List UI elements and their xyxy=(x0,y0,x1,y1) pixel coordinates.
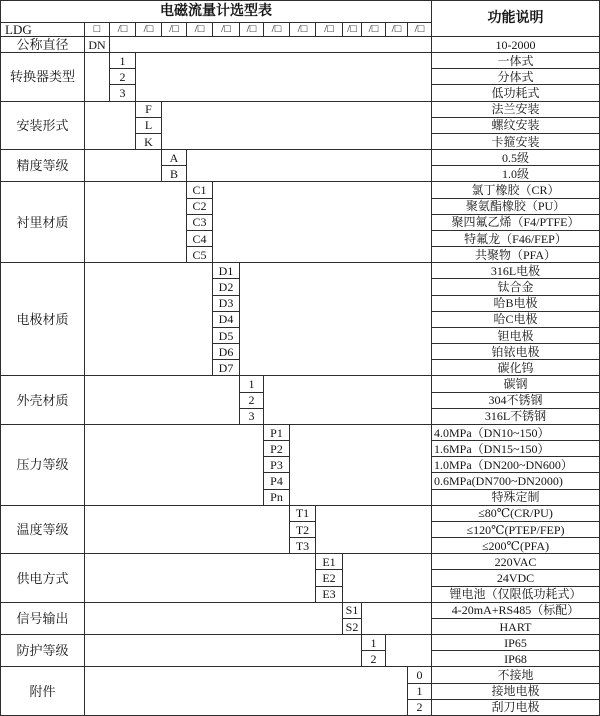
code-cell: D4 xyxy=(213,312,240,328)
code-cell: 3 xyxy=(240,409,264,425)
code-cell: D5 xyxy=(213,328,240,344)
code-cell: P1 xyxy=(264,425,290,441)
desc-cell: 1.0MPa（DN200~DN600） xyxy=(432,457,600,473)
code-cell: C4 xyxy=(187,231,213,247)
desc-cell: 低功耗式 xyxy=(432,85,600,101)
code-cell: S2 xyxy=(343,619,362,635)
desc-cell: 刮刀电极 xyxy=(432,700,600,716)
table-title: 电磁流量计选型表 xyxy=(1,1,432,23)
desc-cell: 碳化钨 xyxy=(432,360,600,376)
desc-cell: 0.5级 xyxy=(432,150,600,166)
spacer-right xyxy=(316,506,432,555)
spacer-left xyxy=(85,635,362,667)
spacer-right xyxy=(240,263,432,376)
desc-cell: 4.0MPa（DN10~150） xyxy=(432,425,600,441)
spacer-left xyxy=(85,506,290,555)
function-description-header: 功能说明 xyxy=(432,1,600,37)
desc-cell: 特殊定制 xyxy=(432,490,600,506)
desc-cell: 螺纹安装 xyxy=(432,118,600,134)
desc-cell: 碳钢 xyxy=(432,376,600,392)
spacer-left xyxy=(85,425,264,506)
code-cell: 2 xyxy=(408,700,432,716)
code-cell: T2 xyxy=(290,522,316,538)
group-label: 压力等级 xyxy=(1,425,85,506)
group-label: 外壳材质 xyxy=(1,376,85,425)
code-cell: 3 xyxy=(110,85,136,101)
desc-cell: HART xyxy=(432,619,600,635)
code-cell: B xyxy=(162,166,187,182)
spacer-left xyxy=(85,667,408,716)
code-cell: 2 xyxy=(110,69,136,85)
desc-cell: 法兰安装 xyxy=(432,102,600,118)
desc-cell: 聚氨酯橡胶（PU） xyxy=(432,199,600,215)
spacer-left xyxy=(85,53,110,102)
model-slash-box-cell: /□ xyxy=(264,23,290,37)
spacer-right xyxy=(386,635,432,667)
code-cell: L xyxy=(136,118,162,134)
desc-cell: 1.6MPa（DN15~150） xyxy=(432,441,600,457)
group-label: 信号输出 xyxy=(1,603,85,635)
model-slash-box-cell: /□ xyxy=(343,23,362,37)
model-slash-box-cell: /□ xyxy=(110,23,136,37)
code-cell: P3 xyxy=(264,457,290,473)
code-cell: T1 xyxy=(290,506,316,522)
desc-cell: ≤120℃(PTEP/FEP) xyxy=(432,522,600,538)
desc-cell: 316L电极 xyxy=(432,263,600,279)
desc-cell: 锂电池（仅限低功耗式） xyxy=(432,587,600,603)
code-cell: D1 xyxy=(213,263,240,279)
code-cell: D6 xyxy=(213,344,240,360)
code-cell: 1 xyxy=(408,684,432,700)
spacer-right xyxy=(110,37,432,53)
desc-cell: 哈B电极 xyxy=(432,296,600,312)
code-cell: F xyxy=(136,102,162,118)
desc-cell: IP68 xyxy=(432,651,600,667)
group-label: 供电方式 xyxy=(1,554,85,603)
model-prefix: LDG xyxy=(1,23,85,37)
spacer-right xyxy=(136,53,432,102)
desc-cell: 220VAC xyxy=(432,554,600,570)
spacer-right xyxy=(343,554,432,603)
group-label: 防护等级 xyxy=(1,635,85,667)
desc-cell: 氯丁橡胶（CR） xyxy=(432,182,600,198)
spacer-right xyxy=(187,150,432,182)
spacer-right xyxy=(162,102,432,151)
code-cell: S1 xyxy=(343,603,362,619)
code-cell: 1 xyxy=(110,53,136,69)
desc-cell: 铂铱电极 xyxy=(432,344,600,360)
desc-cell: 10-2000 xyxy=(432,37,600,53)
group-label: 温度等级 xyxy=(1,506,85,555)
desc-cell: IP65 xyxy=(432,635,600,651)
model-slash-box-cell: /□ xyxy=(136,23,162,37)
model-slash-box-cell: /□ xyxy=(408,23,432,37)
spacer-left xyxy=(85,150,162,182)
code-cell: DN xyxy=(85,37,110,53)
spacer-right xyxy=(264,376,432,425)
desc-cell: 卡箍安装 xyxy=(432,134,600,150)
spacer-left xyxy=(85,263,213,376)
code-cell: C1 xyxy=(187,182,213,198)
spacer-left xyxy=(85,554,316,603)
desc-cell: ≤80℃(CR/PU) xyxy=(432,506,600,522)
desc-cell: ≤200℃(PFA) xyxy=(432,538,600,554)
group-label: 衬里材质 xyxy=(1,182,85,263)
model-slash-box-cell: /□ xyxy=(386,23,408,37)
group-label: 安装形式 xyxy=(1,102,85,151)
model-slash-box-cell: /□ xyxy=(187,23,213,37)
model-slash-box-cell: /□ xyxy=(316,23,343,37)
model-slash-box-cell: /□ xyxy=(362,23,386,37)
code-cell: Pn xyxy=(264,490,290,506)
code-cell: D2 xyxy=(213,279,240,295)
code-cell: 2 xyxy=(362,651,386,667)
desc-cell: 316L不锈钢 xyxy=(432,409,600,425)
code-cell: E2 xyxy=(316,570,343,586)
desc-cell: 共聚物（PFA） xyxy=(432,247,600,263)
model-slash-box-cell: /□ xyxy=(213,23,240,37)
desc-cell: 0.6MPa(DN700~DN2000) xyxy=(432,473,600,489)
desc-cell: 1.0级 xyxy=(432,166,600,182)
desc-cell: 特氟龙（F46/FEP） xyxy=(432,231,600,247)
spacer-right xyxy=(213,182,432,263)
code-cell: 1 xyxy=(240,376,264,392)
desc-cell: 钛合金 xyxy=(432,279,600,295)
desc-cell: 聚四氟乙烯（F4/PTFE） xyxy=(432,215,600,231)
group-label: 附件 xyxy=(1,667,85,716)
code-cell: P4 xyxy=(264,473,290,489)
code-cell: T3 xyxy=(290,538,316,554)
desc-cell: 24VDC xyxy=(432,570,600,586)
code-cell: 0 xyxy=(408,667,432,683)
model-slash-box-cell: /□ xyxy=(240,23,264,37)
desc-cell: 4-20mA+RS485（标配） xyxy=(432,603,600,619)
group-label: 转换器类型 xyxy=(1,53,85,102)
spacer-left xyxy=(85,182,187,263)
model-slash-box-cell: /□ xyxy=(290,23,316,37)
code-cell: C3 xyxy=(187,215,213,231)
desc-cell: 钽电极 xyxy=(432,328,600,344)
group-label: 精度等级 xyxy=(1,150,85,182)
code-cell: E3 xyxy=(316,587,343,603)
model-box-cell: □ xyxy=(85,23,110,37)
code-cell: E1 xyxy=(316,554,343,570)
code-cell: K xyxy=(136,134,162,150)
code-cell: D3 xyxy=(213,296,240,312)
desc-cell: 分体式 xyxy=(432,69,600,85)
desc-cell: 304不锈钢 xyxy=(432,393,600,409)
desc-cell: 不接地 xyxy=(432,667,600,683)
desc-cell: 一体式 xyxy=(432,53,600,69)
spacer-left xyxy=(85,376,240,425)
group-label: 公称直径 xyxy=(1,37,85,53)
code-cell: A xyxy=(162,150,187,166)
spacer-right xyxy=(290,425,432,506)
desc-cell: 接地电极 xyxy=(432,684,600,700)
code-cell: 1 xyxy=(362,635,386,651)
code-cell: C5 xyxy=(187,247,213,263)
group-label: 电极材质 xyxy=(1,263,85,376)
code-cell: D7 xyxy=(213,360,240,376)
code-cell: P2 xyxy=(264,441,290,457)
spacer-left xyxy=(85,102,136,151)
model-slash-box-cell: /□ xyxy=(162,23,187,37)
desc-cell: 哈C电极 xyxy=(432,312,600,328)
code-cell: C2 xyxy=(187,199,213,215)
spacer-right xyxy=(362,603,432,635)
spacer-left xyxy=(85,603,343,635)
code-cell: 2 xyxy=(240,393,264,409)
